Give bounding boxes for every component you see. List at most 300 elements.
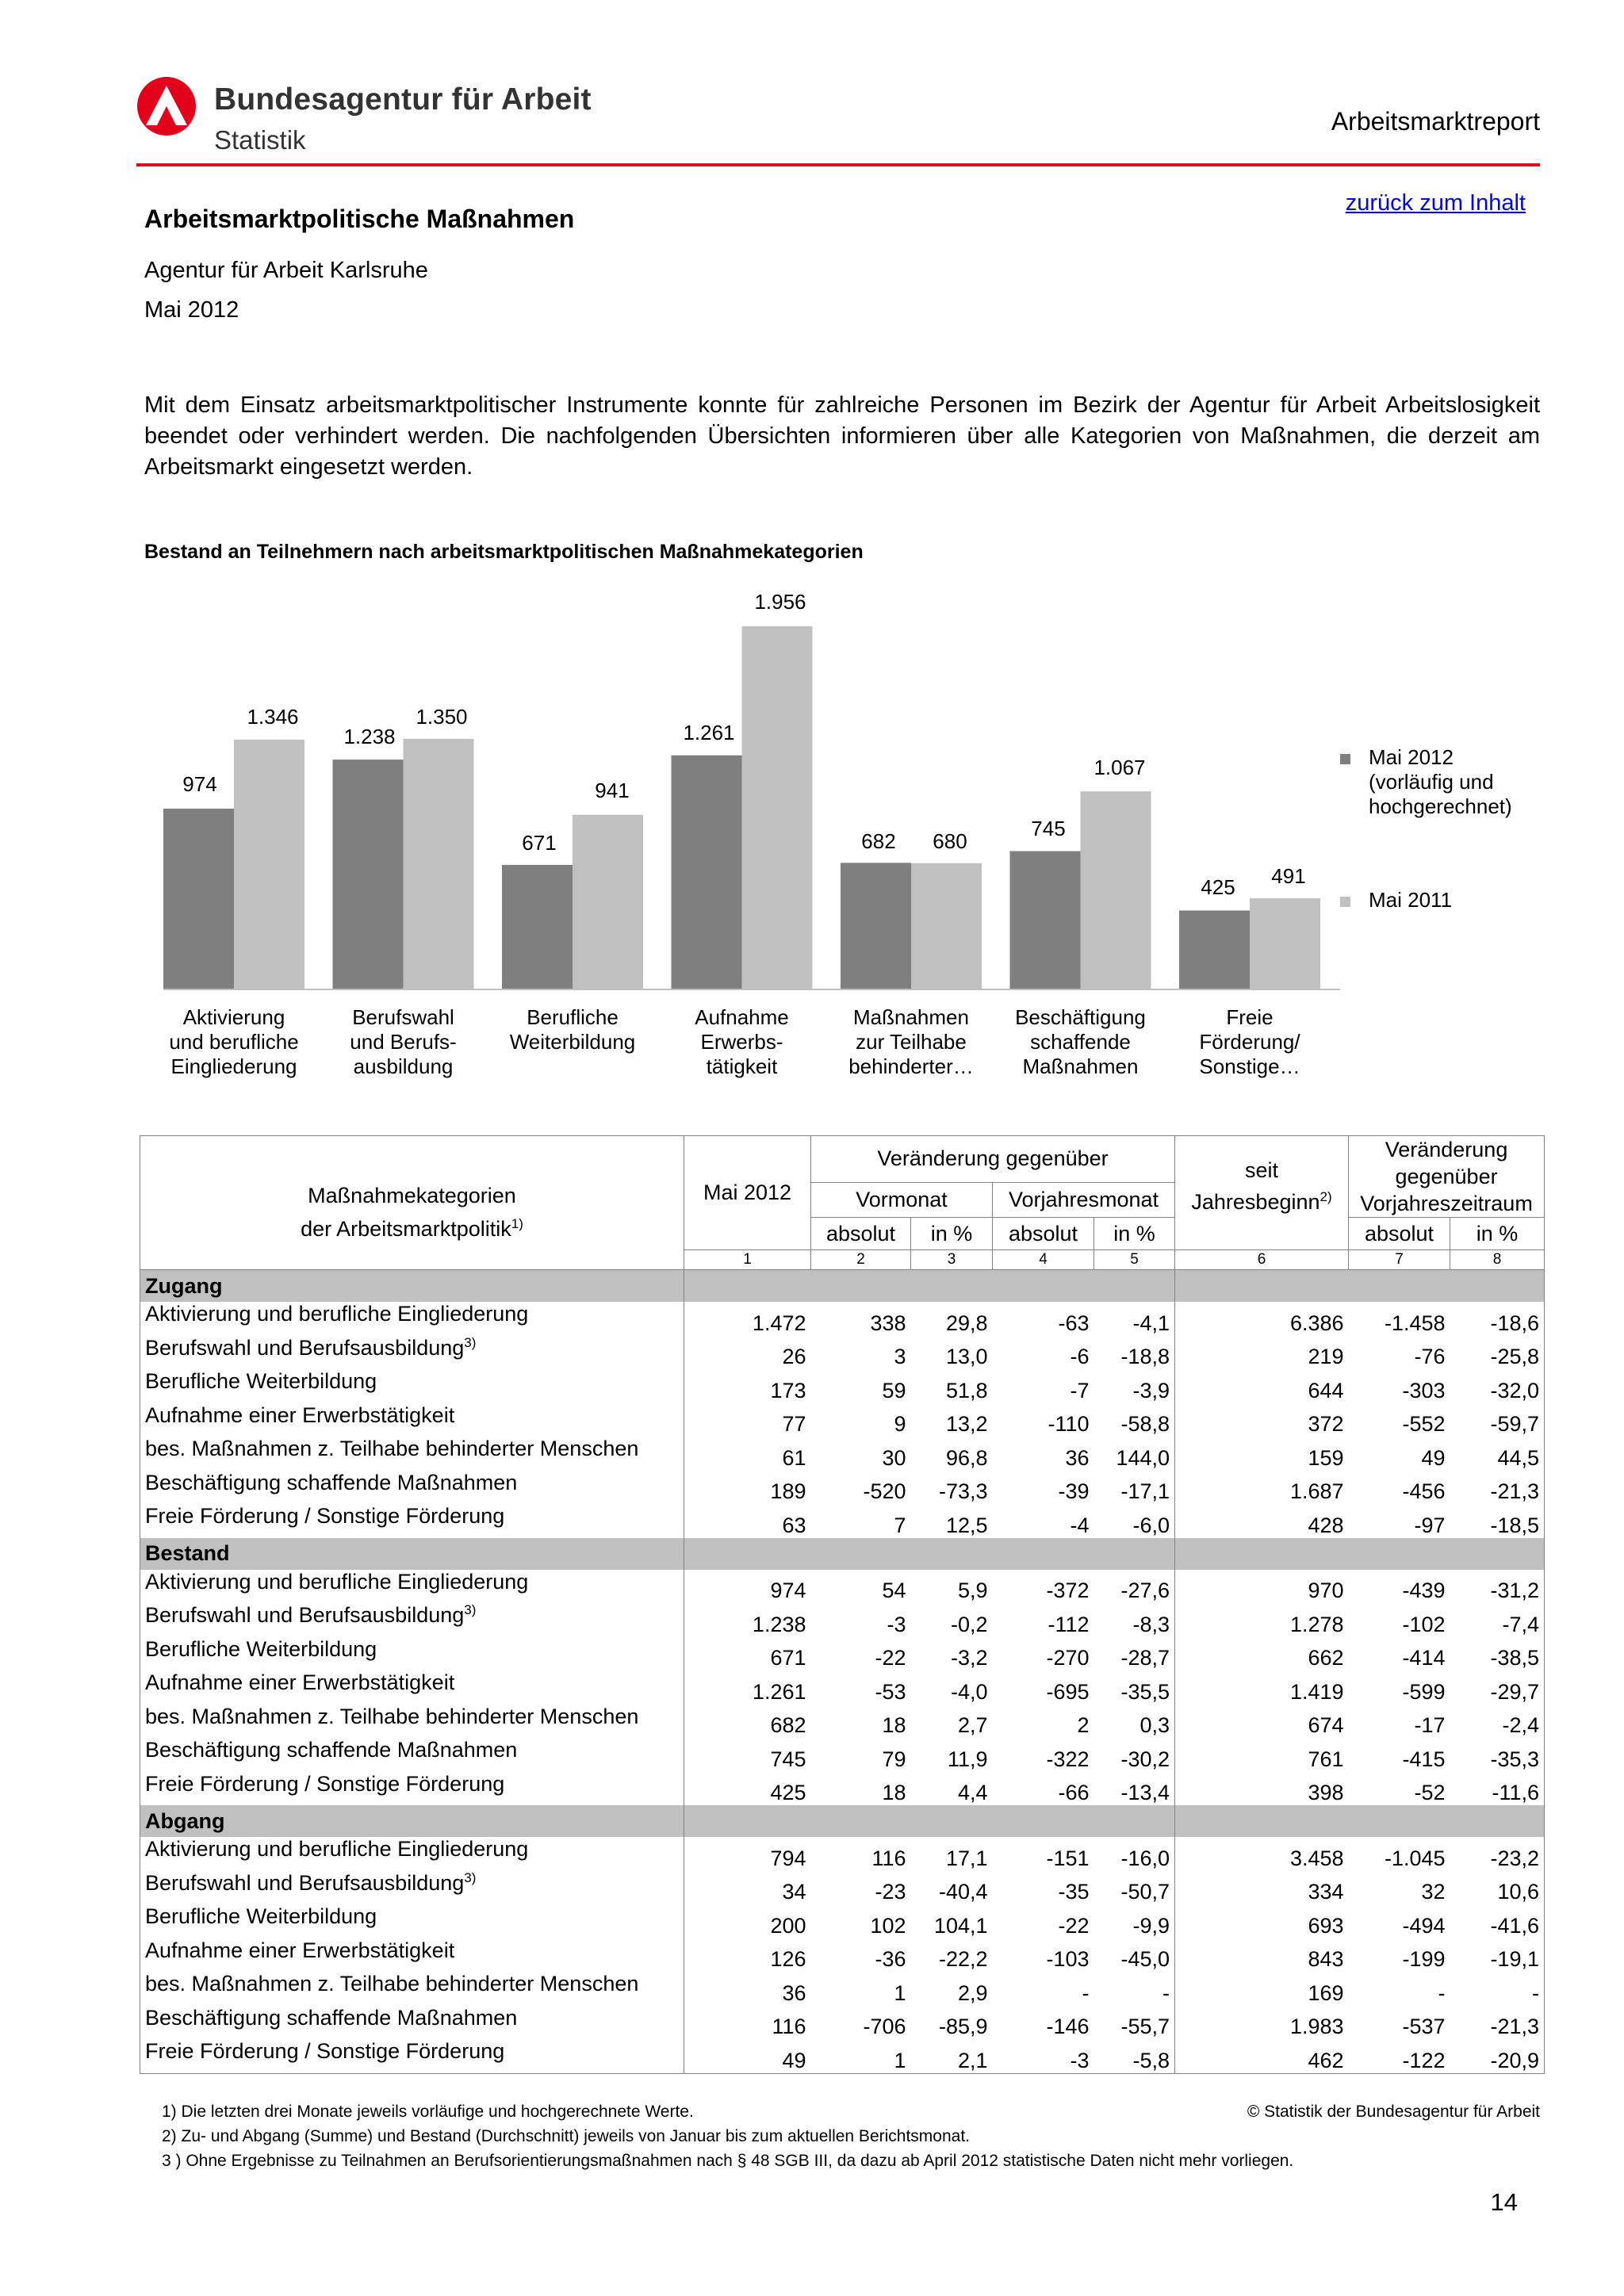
row-label	[140, 1570, 684, 1604]
bar-value-label: 1.350	[416, 705, 468, 729]
chart-bar	[333, 760, 404, 989]
cell-value: -63	[1058, 1311, 1090, 1335]
category-label: Aufnahme	[695, 1005, 789, 1029]
header-change-group: Veränderung gegenüber	[811, 1136, 1175, 1183]
chart-bar	[1250, 898, 1320, 989]
row-label-text: Aufnahme einer Erwerbstätigkeit	[145, 1938, 455, 1962]
row-label-text: Berufswahl und Berufsausbildung	[145, 1603, 465, 1627]
cell-value: 338	[870, 1311, 906, 1335]
cell-value: 1	[894, 1980, 906, 2005]
row-label	[140, 1972, 684, 2006]
cell-value: 974	[770, 1578, 806, 1602]
bar-value-label: 1.956	[754, 590, 806, 614]
row-label	[140, 1403, 684, 1437]
cell-value: 169	[1308, 1980, 1344, 2005]
table-row	[140, 1302, 1545, 1336]
cell-value: -270	[1046, 1646, 1090, 1670]
cell-value: -13,4	[1094, 1772, 1175, 1806]
cell-value: 6.386	[1289, 1311, 1344, 1335]
cell-value: -599	[1402, 1679, 1446, 1704]
org-name: Bundesagentur für Arbeit	[214, 82, 592, 117]
footnote-ref: 3)	[464, 1334, 477, 1350]
table-row	[140, 1637, 1545, 1671]
cell-value: -16,0	[1094, 1837, 1175, 1871]
cell-value: 428	[1308, 1513, 1344, 1537]
cell-value: -18,5	[1450, 1504, 1545, 1538]
cell-value: -	[1094, 1972, 1175, 2006]
legend-swatch	[1340, 754, 1350, 764]
legend-label: Mai 2011	[1369, 888, 1453, 912]
cell-value: -456	[1402, 1479, 1446, 1503]
cell-value: -76	[1414, 1345, 1446, 1368]
legend-label: Mai 2012	[1369, 745, 1454, 769]
cell-value: -50,7	[1094, 1871, 1175, 1905]
cell-value: 671	[770, 1646, 806, 1670]
cell-value: -31,2	[1450, 1570, 1545, 1604]
cell-value: -6,0	[1094, 1504, 1175, 1538]
header-in-pct: in %	[911, 1218, 993, 1250]
row-label-text: Beschäftigung schaffende Maßnahmen	[145, 2005, 518, 2030]
cell-value: -695	[1046, 1679, 1090, 1704]
row-label	[140, 1369, 684, 1403]
cell-value: -97	[1414, 1513, 1446, 1537]
cell-value: -110	[1048, 1412, 1090, 1436]
row-label-text: Beschäftigung schaffende Maßnahmen	[145, 1470, 518, 1494]
cell-value: 144,0	[1094, 1437, 1175, 1471]
cell-value: -4	[1070, 1513, 1090, 1537]
cell-value: 49	[684, 2039, 811, 2073]
cell-value: 59	[882, 1378, 906, 1402]
cell-value: 49	[1421, 1445, 1446, 1470]
legend-label: hochgerechnet)	[1369, 794, 1512, 818]
cell-value: 644	[1308, 1378, 1344, 1402]
category-label: behinderter…	[848, 1054, 974, 1078]
section-fill	[1175, 1270, 1545, 1303]
section-fill	[684, 1270, 1175, 1303]
cell-value: -151	[1046, 1846, 1090, 1870]
section-fill	[684, 1538, 1175, 1570]
legend-swatch	[1340, 897, 1350, 907]
header-vjz-line1: Veränderung	[1385, 1138, 1508, 1161]
table-row	[140, 1904, 1545, 1938]
category-label: schaffende	[1030, 1030, 1131, 1054]
cell-value: -52	[1414, 1781, 1446, 1804]
bar-value-label: 425	[1201, 875, 1235, 899]
cell-value: 372	[1308, 1412, 1344, 1436]
cell-value: 794	[770, 1846, 806, 1870]
cell-value: -27,6	[1094, 1570, 1175, 1604]
cell-value: -303	[1402, 1378, 1446, 1402]
cell-value: -3	[887, 1612, 906, 1636]
cell-value: -58,8	[1094, 1403, 1175, 1437]
cell-value: -45,0	[1094, 1938, 1175, 1973]
category-label: und berufliche	[169, 1030, 299, 1054]
cell-value: 102	[870, 1913, 906, 1938]
cell-value: 13,2	[945, 1412, 988, 1436]
chart-bar	[573, 815, 643, 989]
cell-value: -38,5	[1450, 1637, 1545, 1671]
row-label-text: bes. Maßnahmen z. Teilhabe behinderter Menschen	[145, 1704, 639, 1728]
column-number: 3	[911, 1250, 993, 1270]
cell-value: -21,3	[1450, 1471, 1545, 1505]
chart-bar	[404, 739, 474, 989]
cell-value: -102	[1402, 1612, 1446, 1636]
category-label: Förderung/	[1199, 1030, 1300, 1054]
section-row	[140, 1538, 1545, 1570]
cell-value: 96,8	[945, 1445, 988, 1470]
column-number: 5	[1094, 1250, 1175, 1270]
cell-value: 1.472	[752, 1311, 806, 1335]
bar-chart	[0, 0, 1624, 1110]
category-label: Berufliche	[527, 1005, 619, 1029]
table-row	[140, 1705, 1545, 1739]
column-number: 7	[1349, 1250, 1450, 1270]
cell-value: -494	[1402, 1913, 1446, 1938]
bar-value-label: 745	[1031, 817, 1066, 840]
bar-value-label: 1.346	[247, 705, 299, 729]
cell-value: -53	[875, 1679, 906, 1704]
back-to-contents-link[interactable]: zurück zum Inhalt	[1345, 190, 1526, 216]
cell-value: 10,6	[1450, 1871, 1545, 1905]
section-title: Bestand	[140, 1538, 684, 1570]
row-label	[140, 1738, 684, 1772]
cell-value: -19,1	[1450, 1938, 1545, 1973]
header-in-pct: in %	[1450, 1218, 1545, 1250]
cell-value: -372	[1046, 1578, 1090, 1602]
section-fill	[1175, 1805, 1545, 1837]
row-label	[140, 1871, 684, 1905]
chart-bar	[911, 863, 982, 989]
cell-value: -25,8	[1450, 1336, 1545, 1370]
cell-value: 77	[782, 1412, 806, 1436]
cell-value: -7	[1070, 1378, 1090, 1402]
section-title: Abgang	[140, 1805, 684, 1837]
cell-value: -55,7	[1094, 2006, 1175, 2040]
section-row	[140, 1270, 1545, 1303]
legend-label: (vorläufig und	[1369, 770, 1494, 794]
cell-value: 2,7	[957, 1713, 988, 1737]
column-number: 6	[1175, 1250, 1349, 1270]
cell-value: 1.261	[752, 1679, 806, 1704]
cell-value: -85,9	[938, 2015, 988, 2038]
category-label: Eingliederung	[170, 1054, 297, 1078]
section-title: Arbeitsmarktpolitische Maßnahmen	[144, 205, 575, 233]
cell-value: 5,9	[957, 1578, 988, 1602]
table-row	[140, 1570, 1545, 1604]
header-category	[140, 1136, 684, 1250]
cell-value: 11,9	[947, 1747, 988, 1771]
page-number: 14	[1490, 2188, 1518, 2216]
table-row	[140, 1938, 1545, 1973]
row-label	[140, 2006, 684, 2040]
category-label: zur Teilhabe	[856, 1030, 967, 1054]
row-label-text: Aufnahme einer Erwerbstätigkeit	[145, 1670, 455, 1694]
cell-value: 7	[894, 1513, 906, 1537]
cell-value: 30	[882, 1445, 906, 1470]
cell-value: -66	[1058, 1781, 1090, 1804]
header-vjz-line2: gegenüber	[1395, 1165, 1498, 1188]
bar-value-label: 974	[182, 772, 217, 796]
cell-value: 1.238	[752, 1612, 806, 1636]
cell-value: 9	[894, 1412, 906, 1436]
table-row	[140, 1437, 1545, 1471]
cell-value: -73,3	[938, 1479, 988, 1503]
cell-value: 3.458	[1289, 1846, 1344, 1870]
cell-value: -30,2	[1094, 1738, 1175, 1772]
chart-bar	[234, 740, 304, 989]
cell-value: 674	[1308, 1713, 1344, 1737]
cell-value: -146	[1046, 2015, 1090, 2038]
cell-value: -122	[1349, 2039, 1450, 2073]
header-vjz	[1349, 1136, 1545, 1218]
cell-value: -40,4	[938, 1880, 988, 1904]
header-in-pct: in %	[1094, 1218, 1175, 1250]
category-label: Freie	[1226, 1005, 1274, 1029]
cell-value: 44,5	[1450, 1437, 1545, 1471]
cell-value: -21,3	[1450, 2006, 1545, 2040]
cell-value: -59,7	[1450, 1403, 1545, 1437]
header-seit-line1: seit	[1245, 1158, 1279, 1182]
cell-value: 2	[1077, 1713, 1090, 1737]
cell-value: 662	[1308, 1646, 1344, 1670]
table-row	[140, 1369, 1545, 1403]
cell-value: -8,3	[1094, 1603, 1175, 1637]
header-absolut: absolut	[811, 1218, 911, 1250]
header-seit-line2: Jahresbeginn	[1191, 1189, 1320, 1214]
cell-value: -17,1	[1094, 1471, 1175, 1505]
cell-value: 425	[770, 1781, 806, 1804]
cell-value: 693	[1308, 1913, 1344, 1938]
cell-value: -4,0	[950, 1679, 988, 1704]
cell-value: 1.278	[1289, 1612, 1344, 1636]
row-label-text: Aktivierung und berufliche Eingliederung	[145, 1569, 529, 1594]
bar-value-label: 680	[933, 829, 967, 853]
chart-legend	[1340, 745, 1512, 912]
cell-value: -29,7	[1450, 1670, 1545, 1705]
bar-value-label: 1.238	[343, 725, 396, 748]
cell-value: -112	[1048, 1612, 1090, 1636]
footnote-ref: 2)	[1320, 1188, 1332, 1204]
cell-value: 1.419	[1289, 1679, 1344, 1704]
cell-value: 13,0	[945, 1345, 988, 1368]
cell-value: 0,3	[1094, 1705, 1175, 1739]
cell-value: 682	[770, 1713, 806, 1737]
row-label-text: Berufliche Weiterbildung	[145, 1369, 377, 1393]
cell-value: 36	[782, 1980, 806, 2005]
cell-value: -35,3	[1450, 1738, 1545, 1772]
cell-value: -415	[1402, 1747, 1446, 1771]
cell-value: 29,8	[945, 1311, 988, 1335]
row-label-text: Beschäftigung schaffende Maßnahmen	[145, 1738, 518, 1762]
category-label: ausbildung	[353, 1054, 454, 1078]
cell-value: 18	[882, 1713, 906, 1737]
cell-value: -3,2	[950, 1646, 988, 1670]
row-label	[140, 1637, 684, 1671]
section-fill	[684, 1805, 1175, 1837]
table-row	[140, 1504, 1545, 1538]
row-label	[140, 1772, 684, 1806]
cell-value: -439	[1402, 1578, 1446, 1602]
row-label-text: Freie Förderung / Sonstige Förderung	[145, 2039, 505, 2063]
cell-value: 63	[782, 1513, 806, 1537]
section-fill	[1175, 1538, 1545, 1570]
cell-value: -17	[1414, 1713, 1446, 1737]
footnote-1: 1) Die letzten drei Monate jeweils vorläufige und hochgerechnete Werte.	[162, 2103, 694, 2121]
cell-value: 1	[811, 2039, 911, 2073]
cell-value: -18,8	[1094, 1336, 1175, 1370]
cell-value: -0,2	[950, 1612, 988, 1636]
table-row	[140, 1471, 1545, 1505]
agency-name: Agentur für Arbeit Karlsruhe	[144, 258, 428, 283]
row-label	[140, 1504, 684, 1538]
category-label: Berufswahl	[352, 1005, 454, 1029]
cell-value: -4,1	[1094, 1302, 1175, 1336]
row-label-text: Freie Förderung / Sonstige Förderung	[145, 1771, 505, 1796]
footnote-2: 2) Zu- und Abgang (Summe) und Bestand (Durchschnitt) jeweils von Januar bis zum aktuellen Berichtsmonat.	[162, 2127, 970, 2145]
cell-value: -1.045	[1384, 1846, 1446, 1870]
bar-value-label: 682	[861, 829, 896, 853]
cell-value: 334	[1308, 1880, 1344, 1904]
footnote-3: 3 ) Ohne Ergebnisse zu Teilnahmen an Berufsorientierungsmaßnahmen nach § 48 SGB III, da dazu ab April 2012 statistische Daten nicht mehr vorliegen.	[162, 2152, 1294, 2170]
header-mai: Mai 2012	[684, 1136, 811, 1250]
measures-table	[140, 1135, 1545, 2074]
cell-value: 843	[1308, 1947, 1344, 1971]
chart-title: Bestand an Teilnehmern nach arbeitsmarktpolitischen Maßnahmekategorien	[144, 541, 864, 563]
cell-value: -3,9	[1094, 1369, 1175, 1403]
cell-value: 3	[894, 1345, 906, 1368]
row-label	[140, 1302, 684, 1336]
cell-value: 462	[1175, 2039, 1349, 2073]
cell-value: 17,1	[945, 1846, 988, 1870]
table-row	[140, 1772, 1545, 1806]
cell-value: -22	[1058, 1913, 1090, 1938]
row-label-text: Freie Förderung / Sonstige Förderung	[145, 1504, 505, 1528]
cell-value: 12,5	[945, 1513, 988, 1537]
chart-bar	[742, 626, 813, 989]
row-label	[140, 2039, 684, 2073]
cell-value: -32,0	[1450, 1369, 1545, 1403]
footnote-ref: 3)	[464, 1602, 477, 1617]
table-row	[140, 1670, 1545, 1705]
cell-value: -706	[863, 2015, 906, 2038]
cell-value: 745	[770, 1747, 806, 1771]
cell-value: 200	[770, 1913, 806, 1938]
column-number: 4	[993, 1250, 1094, 1270]
cell-value: 173	[770, 1378, 806, 1402]
category-label: Erwerbs-	[700, 1030, 783, 1054]
cell-value: -520	[863, 1479, 906, 1503]
table-row	[140, 1336, 1545, 1370]
category-label: Maßnahmen	[853, 1005, 969, 1029]
cell-value: 34	[782, 1880, 806, 1904]
category-label: Maßnahmen	[1022, 1054, 1139, 1078]
category-label: tätigkeit	[706, 1054, 778, 1078]
column-number: 8	[1450, 1250, 1545, 1270]
cell-value: 2,1	[911, 2039, 993, 2073]
header-absolut: absolut	[993, 1218, 1094, 1250]
cell-value: -552	[1402, 1412, 1446, 1436]
row-label-text: bes. Maßnahmen z. Teilhabe behinderter Menschen	[145, 1972, 639, 1996]
table-row	[140, 1972, 1545, 2006]
cell-value: -	[1438, 1980, 1446, 2005]
header-category-line1: Maßnahmekategorien	[308, 1183, 516, 1207]
column-number-blank	[140, 1250, 684, 1270]
cell-value: 4,4	[957, 1781, 988, 1804]
intro-text: Mit dem Einsatz arbeitsmarktpolitischer Instrumente konnte für zahlreiche Personen im Bezirk der Agentur für Arbeit Arbeitslosigkeit beendet oder verhindert werden. Die nachfolgenden Übersichten informieren über alle Kategorien von Maßnahmen, die derzeit am Arbeitsmarkt eingesetzt werden.	[144, 392, 1540, 480]
table-row	[140, 1403, 1545, 1437]
header-category-line2: der Arbeitsmarktpolitik	[301, 1216, 511, 1241]
cell-value: -11,6	[1450, 1772, 1545, 1806]
cell-value: -23,2	[1450, 1837, 1545, 1871]
row-label-text: Berufswahl und Berufsausbildung	[145, 1870, 465, 1895]
chart-category-labels	[169, 1005, 1300, 1078]
cell-value: -22,2	[938, 1947, 988, 1971]
footnote-ref: 1)	[511, 1215, 523, 1231]
chart-bar	[1179, 910, 1250, 989]
row-label-text: Berufliche Weiterbildung	[145, 1904, 377, 1928]
row-label	[140, 1603, 684, 1637]
row-label	[140, 1336, 684, 1370]
cell-value: 219	[1308, 1345, 1344, 1368]
table-row	[140, 2039, 1545, 2073]
row-label-text: Aufnahme einer Erwerbstätigkeit	[145, 1402, 455, 1427]
header-seit	[1175, 1136, 1349, 1218]
table-row	[140, 2006, 1545, 2040]
bar-value-label: 491	[1271, 864, 1306, 888]
chart-bar	[841, 863, 911, 989]
cell-value: 2,9	[957, 1980, 988, 2005]
row-label-text: Berufliche Weiterbildung	[145, 1636, 377, 1661]
cell-value: 116	[871, 1846, 906, 1870]
cell-value: 398	[1308, 1781, 1344, 1804]
column-numbers-row	[140, 1250, 1545, 1270]
cell-value: 189	[770, 1479, 806, 1503]
report-title: Arbeitsmarktreport	[1331, 107, 1540, 136]
cell-value: -9,9	[1094, 1904, 1175, 1938]
row-label	[140, 1437, 684, 1471]
org-subtitle: Statistik	[214, 125, 306, 155]
cell-value: 61	[782, 1445, 806, 1470]
row-label	[140, 1904, 684, 1938]
cell-value: -2,4	[1450, 1705, 1545, 1739]
row-label-text: Berufswahl und Berufsausbildung	[145, 1335, 465, 1360]
bar-value-label: 1.261	[683, 721, 735, 744]
chart-bar	[672, 756, 742, 989]
report-period: Mai 2012	[144, 297, 239, 323]
cell-value: -	[1082, 1980, 1090, 2005]
row-label	[140, 1670, 684, 1705]
cell-value: -20,9	[1450, 2039, 1545, 2073]
header-vorjahresmonat: Vorjahresmonat	[993, 1182, 1175, 1217]
cell-value: -18,6	[1450, 1302, 1545, 1336]
cell-value: -414	[1402, 1646, 1446, 1670]
header-vormonat: Vormonat	[811, 1182, 993, 1217]
cell-value: 104,1	[933, 1913, 988, 1938]
table-row	[140, 1871, 1545, 1905]
row-label-text: bes. Maßnahmen z. Teilhabe behinderter Menschen	[145, 1437, 639, 1460]
row-label-text: Aktivierung und berufliche Eingliederung	[145, 1302, 529, 1326]
cell-value: 54	[882, 1578, 906, 1602]
cell-value: -23	[875, 1880, 906, 1904]
chart-bars	[163, 626, 1320, 989]
cell-value: 126	[770, 1947, 806, 1971]
cell-value: -35	[1058, 1880, 1090, 1904]
cell-value: 1.687	[1289, 1479, 1344, 1503]
row-label	[140, 1705, 684, 1739]
cell-value: 79	[882, 1747, 906, 1771]
cell-value: 51,8	[945, 1378, 988, 1402]
cell-value: -322	[1046, 1747, 1090, 1771]
